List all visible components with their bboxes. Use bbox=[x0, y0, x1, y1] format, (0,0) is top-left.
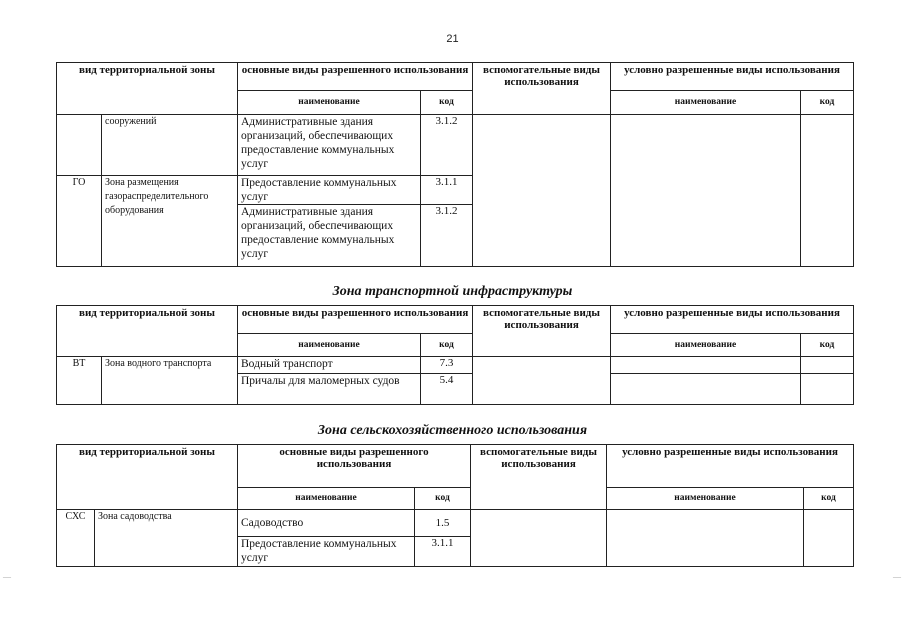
header-main-code: код bbox=[415, 488, 471, 510]
header-main-uses: основные виды разрешенного использования bbox=[238, 306, 473, 334]
cond-use-code bbox=[801, 357, 854, 374]
header-aux-uses: вспомогательные виды использования bbox=[473, 63, 611, 115]
header-cond-name: наименование bbox=[611, 91, 801, 115]
zone-name-cell: сооружений bbox=[102, 115, 238, 176]
header-cond-name: наименование bbox=[607, 488, 804, 510]
header-main-uses: основные виды разрешенного использования bbox=[238, 63, 473, 91]
header-cond-code: код bbox=[801, 334, 854, 357]
main-use-code: 3.1.2 bbox=[421, 205, 473, 267]
cond-use-name bbox=[607, 510, 804, 567]
header-main-code: код bbox=[421, 91, 473, 115]
header-main-name: наименование bbox=[238, 91, 421, 115]
header-main-name: наименование bbox=[238, 488, 415, 510]
zone-name: Зона размещения газораспределительного оборудования bbox=[102, 176, 238, 267]
scan-mark-right: — bbox=[893, 572, 901, 581]
cond-use-code bbox=[804, 510, 854, 567]
header-cond-uses: условно разрешенные виды использования bbox=[611, 63, 854, 91]
header-cond-name: наименование bbox=[611, 334, 801, 357]
cond-use-code bbox=[801, 374, 854, 405]
main-use-name: Предоставление коммунальных услуг bbox=[238, 537, 415, 567]
header-cond-uses: условно разрешенные виды использования bbox=[607, 445, 854, 488]
header-main-uses: основные виды разрешенного использования bbox=[238, 445, 471, 488]
header-zone-type: вид территориальной зоны bbox=[57, 445, 238, 510]
zones-table-continued bbox=[56, 62, 854, 267]
cond-use-name bbox=[611, 115, 801, 267]
cond-use-code bbox=[801, 115, 854, 267]
zone-code: СХС bbox=[57, 510, 95, 567]
main-use-name: Предоставление коммунальных услуг bbox=[238, 176, 421, 205]
zone-name: Зона водного транспорта bbox=[102, 357, 238, 405]
zone-code: ВТ bbox=[57, 357, 102, 405]
main-use-name: Административные здания организаций, обеспечивающих предоставление коммунальных услуг bbox=[238, 205, 421, 267]
cond-use-name bbox=[611, 357, 801, 374]
aux-use-cell bbox=[473, 115, 611, 267]
aux-use-cell bbox=[471, 510, 607, 567]
main-use-code: 3.1.1 bbox=[415, 537, 471, 567]
cond-use-name bbox=[611, 374, 801, 405]
main-use-code: 3.1.2 bbox=[421, 115, 473, 176]
header-cond-code: код bbox=[801, 91, 854, 115]
zone-code-cell bbox=[57, 115, 102, 176]
section-title-agriculture: Зона сельскохозяйственного использования bbox=[317, 423, 588, 438]
zones-table-transport bbox=[56, 305, 854, 405]
section-title-transport: Зона транспортной инфраструктуры bbox=[332, 284, 573, 299]
header-aux-uses: вспомогательные виды использования bbox=[471, 445, 607, 510]
main-use-code: 1.5 bbox=[415, 510, 471, 537]
aux-use-cell bbox=[473, 357, 611, 405]
main-use-code: 5.4 bbox=[421, 374, 473, 405]
header-zone-type: вид территориальной зоны bbox=[57, 63, 238, 115]
zone-code: ГО bbox=[57, 176, 102, 267]
page-number: 21 bbox=[446, 33, 459, 45]
header-cond-code: код bbox=[804, 488, 854, 510]
header-zone-type: вид территориальной зоны bbox=[57, 306, 238, 357]
main-use-name: Водный транспорт bbox=[238, 357, 421, 374]
header-cond-uses: условно разрешенные виды использования bbox=[611, 306, 854, 334]
header-aux-uses: вспомогательные виды использования bbox=[473, 306, 611, 357]
main-use-code: 3.1.1 bbox=[421, 176, 473, 205]
header-main-code: код bbox=[421, 334, 473, 357]
zone-name: Зона садоводства bbox=[95, 510, 238, 567]
main-use-name: Садоводство bbox=[238, 510, 415, 537]
zones-table-agriculture bbox=[56, 444, 854, 567]
main-use-name: Административные здания организаций, обеспечивающих предоставление коммунальных услуг bbox=[238, 115, 421, 176]
main-use-code: 7.3 bbox=[421, 357, 473, 374]
main-use-name: Причалы для маломерных судов bbox=[238, 374, 421, 405]
header-main-name: наименование bbox=[238, 334, 421, 357]
scan-mark-left: — bbox=[3, 572, 11, 581]
